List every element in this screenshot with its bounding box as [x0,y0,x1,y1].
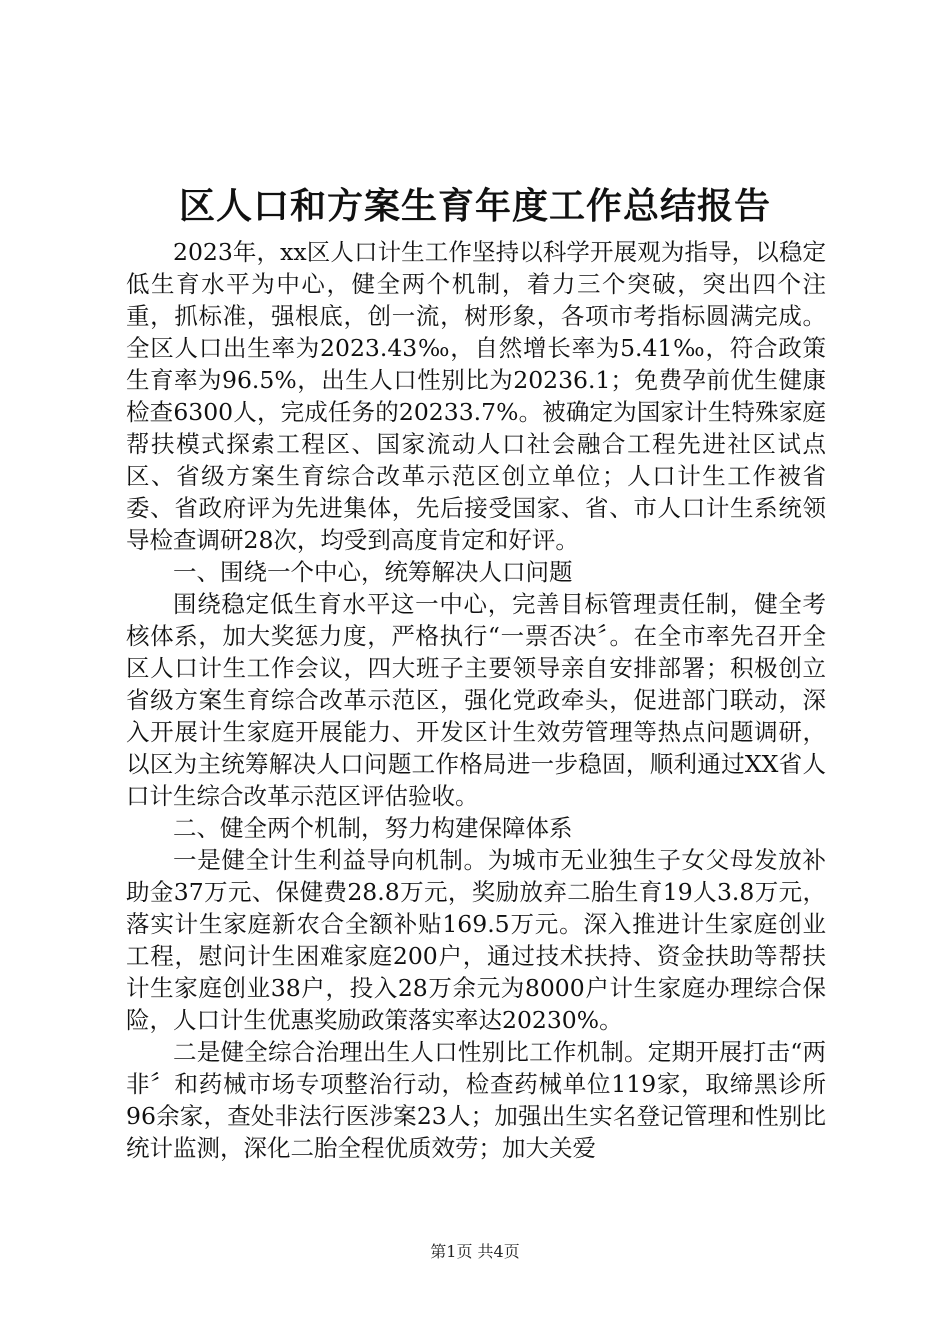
section-heading-2: 二、健全两个机制，努力构建保障体系 [173,814,573,842]
document-title: 区人口和方案生育年度工作总结报告 [178,185,771,227]
document-body [126,236,826,1164]
page-footer: 第1页 共4页 [430,1242,520,1261]
paragraph-section-1: 围绕稳定低生育水平这一中心，完善目标管理责任制，健全考核体系，加大奖惩力度，严格执行“一票否决〞。在全市率先召开全区人口计生工作会议，四大班子主要领导亲自安排部署；积极创立省级方案生育综合改革示范区，强化党政牵头，促进部门联动，深入开展计生家庭开展能力、开发区计生效劳管理等热点问题调研，以区为主统筹解决人口问题工作格局进一步稳固，顺利通过XX省人口计生综合改革示范区评估验收。 [126,590,826,810]
paragraph-intro: 2023年，xx区人口计生工作坚持以科学开展观为指导，以稳定低生育水平为中心，健全两个机制，着力三个突破，突出四个注重，抓标准，强根底，创一流，树形象，各项市考指标圆满完成。全区人口出生率为2023.43‰，自然增长率为5.41‰，符合政策生育率为96.5%，出生人口性别比为20236.1；免费孕前优生健康检查6300人，完成任务的20233.7%。被确定为国家计生特殊家庭帮扶模式探索工程区、国家流动人口社会融合工程先进社区试点区、省级方案生育综合改革示范区创立单位；人口计生工作被省委、省政府评为先进集体，先后接受国家、省、市人口计生系统领导检查调研28次，均受到高度肯定和好评。 [126,238,826,554]
paragraph-mechanism-1: 一是健全计生利益导向机制。为城市无业独生子女父母发放补助金37万元、保健费28.8万元，奖励放弃二胎生育19人3.8万元，落实计生家庭新农合全额补贴169.5万元。深入推进计生家庭创业工程，慰问计生困难家庭200户，通过技术扶持、资金扶助等帮扶计生家庭创业38户，投入28万余元为8000户计生家庭办理综合保险，人口计生优惠奖励政策落实率达20230%。 [126,846,826,1034]
section-heading-1: 一、围绕一个中心，统筹解决人口问题 [173,558,573,586]
paragraph-mechanism-2: 二是健全综合治理出生人口性别比工作机制。定期开展打击“两非〞和药械市场专项整治行动，检查药械单位119家，取缔黑诊所96余家，查处非法行医涉案23人；加强出生实名登记管理和性别比统计监测，深化二胎全程优质效劳；加大关爱 [126,1038,826,1162]
